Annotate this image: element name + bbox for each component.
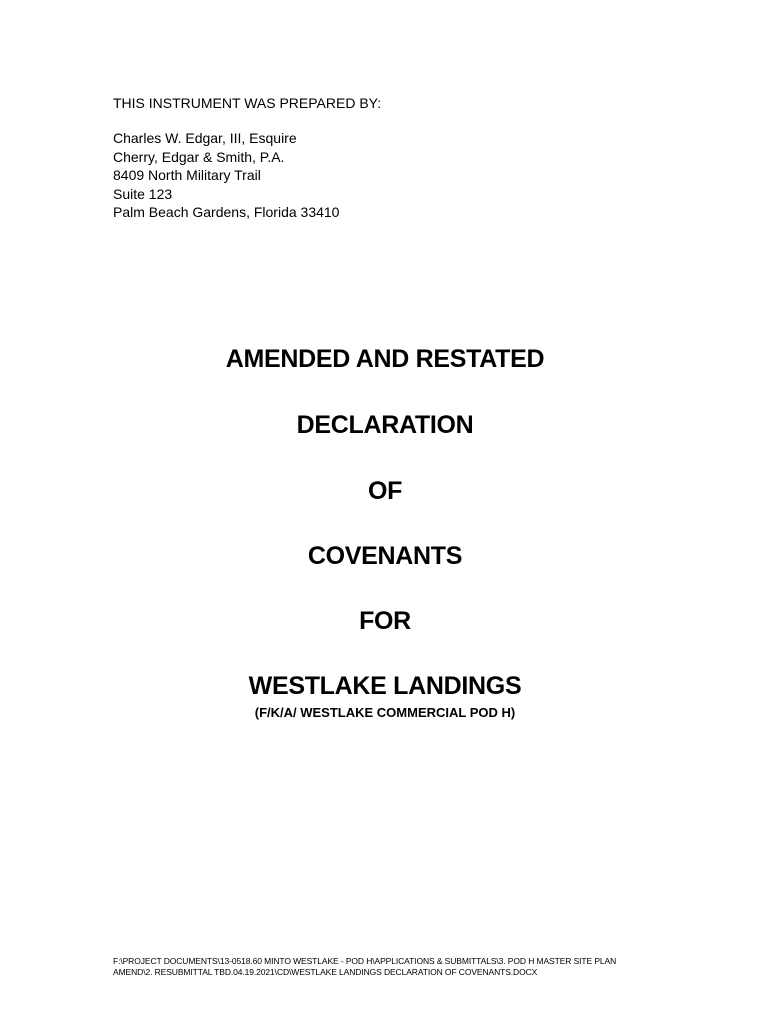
title-line-of: OF: [367, 477, 403, 505]
preparer-name: Charles W. Edgar, III, Esquire: [113, 130, 297, 146]
title-line-covenants: COVENANTS: [307, 542, 463, 570]
footer-file-path: [113, 956, 616, 978]
preparer-city-state-zip: Palm Beach Gardens, Florida 33410: [113, 204, 340, 220]
preparer-firm: Cherry, Edgar & Smith, P.A.: [113, 148, 285, 165]
footer-path-line-1: F:\PROJECT DOCUMENTS\13-0518.60 MINTO WESTLAKE - POD H\APPLICATIONS & SUBMITTALS\3. POD H MASTER SITE PLAN: [113, 956, 617, 966]
title-line-amended-restated: AMENDED AND RESTATED: [225, 345, 545, 373]
title-line-westlake-landings: WESTLAKE LANDINGS: [248, 672, 522, 700]
title-line-declaration: DECLARATION: [296, 411, 474, 439]
title-subtitle: (F/K/A/ WESTLAKE COMMERCIAL POD H): [254, 705, 516, 720]
preparer-suite: Suite 123: [113, 185, 173, 202]
preparer-street: 8409 North Military Trail: [113, 167, 261, 183]
prepared-by-heading: THIS INSTRUMENT WAS PREPARED BY:: [113, 95, 382, 111]
footer-path-line-2: AMEND\2. RESUBMITTAL TBD.04.19.2021\CD\WESTLAKE LANDINGS DECLARATION OF COVENANTS.DOCX: [113, 967, 538, 977]
preparer-address-block: [113, 129, 339, 222]
title-line-for: FOR: [359, 607, 411, 635]
